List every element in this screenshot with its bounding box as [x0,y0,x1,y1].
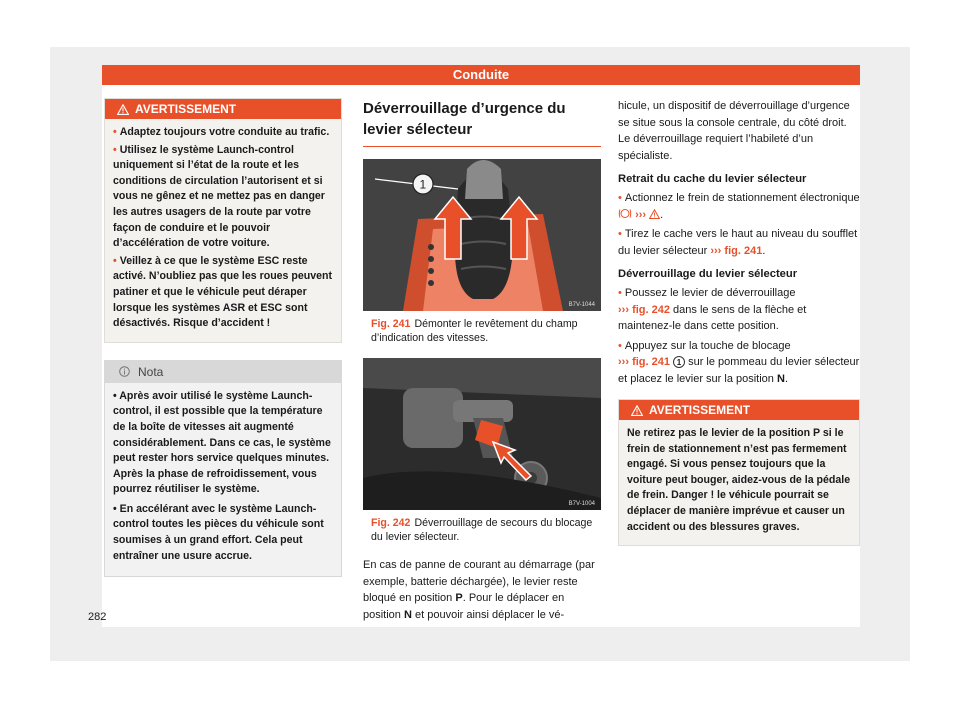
parking-brake-icon [618,208,632,219]
subheading-unlock: Déverrouillage du levier sélecteur [618,268,798,280]
warning-triangle-icon [649,209,660,219]
column-middle [363,98,601,623]
figure-242-caption: Fig. 242 Déverrouillage de secours du blocage du levier sélecteur. [371,517,593,543]
section-title: Déverrouillage d’urgence du levier sélecteur [363,98,601,147]
warning-header [105,99,341,119]
column-left [104,98,342,577]
fig-241-link[interactable]: fig. 241 [724,244,763,257]
gear-lever-illustration [363,159,601,311]
fig-242-link[interactable]: fig. 242 [632,303,670,316]
figure-241-image [363,159,601,311]
warning-triangle-icon [631,405,643,416]
chapter-header: Conduite [102,65,860,85]
note-title: Nota [138,364,164,379]
note-item: • Après avoir utilisé le système Launch-control, il est possible que la température de la boîte de vitesses ait augmenté considérablement. Dans ce cas, le système peut rester hors service quelques minutes. Après la phase de refroidissement, vous pourrez réutiliser le système. [113,389,331,496]
figure-marker: 1 [419,177,427,192]
info-icon [119,366,130,377]
list-item: • Poussez le levier de déverrouillage ››› fig. 242 dans le sens de la flèche et maintenez-le dans cette position. [618,287,807,332]
warning-body [619,420,859,545]
page-number: 282 [88,611,107,623]
note-header [105,361,341,383]
body-paragraph: hicule, un dispositif de déverrouillage d’urgence se situe sous la console centrale, du côté droit. Le déverrouillage requiert l’habileté d’un spécialiste. [618,100,850,162]
figure-242-image [363,358,601,510]
subheading-cache: Retrait du cache du levier sélecteur [618,173,807,185]
warning-item: • Adaptez toujours votre conduite au trafic. [113,126,330,138]
warning-item: • Veillez à ce que le système ESC reste activé. N’oubliez pas que les roues peuvent patiner et que le véhicule peut déraper lorsque les systèmes ASR et ESC sont désactivés. Risque d’accident ! [113,254,333,330]
body-paragraph: En cas de panne de courant au démarrage (par exemple, batterie déchargée), le levier reste bloqué en position P. Pour le déplacer en position N et pouvoir ainsi déplacer le vé- [363,559,595,621]
marker-badge: 1 [673,356,685,368]
warning-header [619,400,859,420]
list-item: • Appuyez sur la touche de blocage ››› fig. 241 1 sur le pommeau du levier sélecteur et placez le levier sur la position N. [618,339,860,385]
note-body [105,383,341,577]
fig-241-link[interactable]: fig. 241 [632,356,670,368]
warning-title: AVERTISSEMENT [649,403,751,417]
list-item: • Tirez le cache vers le haut au niveau du soufflet du levier sélecteur ››› fig. 241. [618,228,858,257]
warning-body [105,119,341,342]
note-item: • En accélérant avec le système Launch-control toutes les pièces du véhicule sont soumises à un grand effort. Cela peut entraîner une usure accrue. [113,502,324,562]
note-box [104,360,342,578]
warning-text: Ne retirez pas le levier de la position P si le frein de stationnement n’est pas fermement engagé. Si vous pensez toujours que la voiture peut bouger, aidez-vous de la pédale de frein. Danger ! le véhicule pourrait se déplacer de manière imprévue et causer un accident ou des blessures graves. [627,427,851,533]
list-item: • Actionnez le frein de stationnement électronique ››› . [618,192,860,221]
warning-box [104,98,342,343]
figure-code: B7V-1044 [568,302,595,308]
figure-code: B7V-1004 [568,501,595,507]
warning-box [618,399,860,546]
warning-item: • Utilisez le système Launch-control uniquement si l’état de la route et les conditions de circulation l’autorisent et si vous ne gênez et ne mettez pas en danger les autres usagers de la route par votre façon de conduire et le pouvoir d’accélération de votre voiture. [113,143,325,250]
warning-triangle-icon [117,104,129,115]
release-lever-illustration [363,358,601,510]
warning-title: AVERTISSEMENT [135,102,237,116]
column-right [618,98,860,546]
figure-241-caption: Fig. 241 Démonter le revêtement du champ d’indication des vitesses. [371,318,578,344]
